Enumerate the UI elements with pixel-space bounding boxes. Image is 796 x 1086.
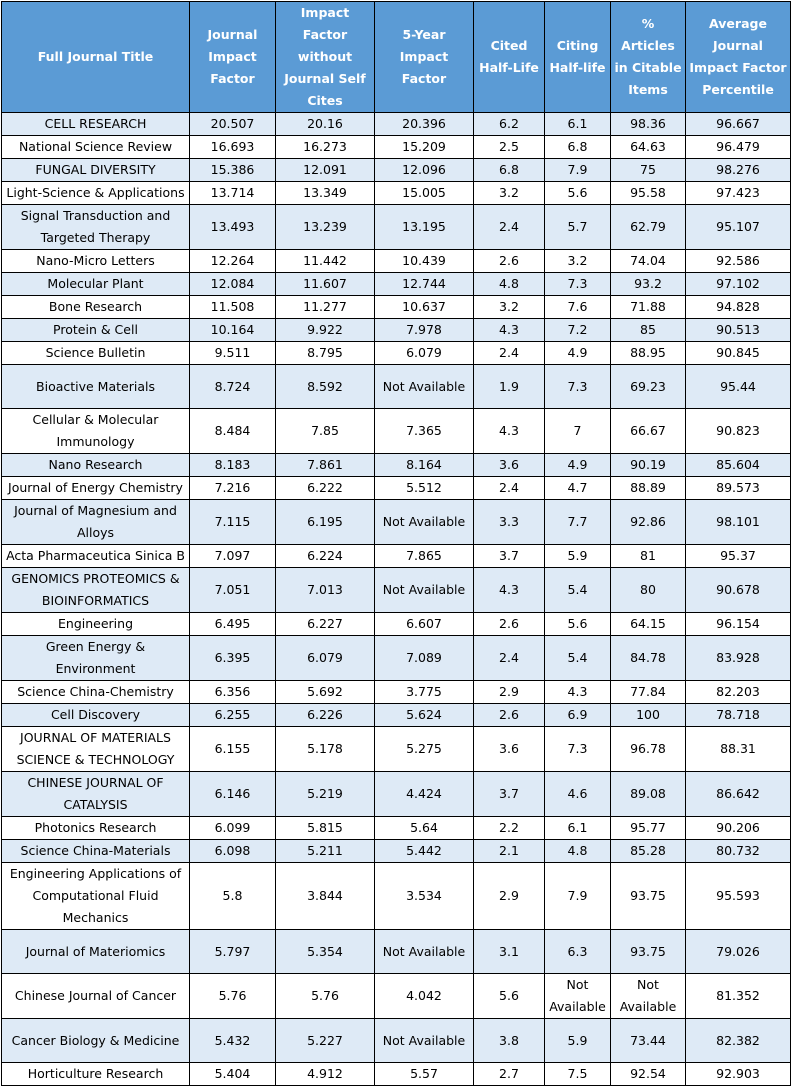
cell-value: 7.3 — [545, 273, 611, 296]
cell-value: 84.78 — [611, 636, 686, 681]
header-impact-factor-without-self-cites: Impact Factor without Journal Self Cites — [276, 2, 375, 113]
cell-value: 4.8 — [545, 840, 611, 863]
table-row — [2, 477, 791, 500]
table-row — [2, 930, 791, 974]
cell-value: 3.8 — [474, 1019, 545, 1063]
cell-value: 1.9 — [474, 365, 545, 409]
cell-value: Not Available — [375, 365, 474, 409]
cell-value: 7.861 — [276, 454, 375, 477]
table-row — [2, 136, 791, 159]
table-row — [2, 817, 791, 840]
cell-title: Photonics Research — [2, 817, 190, 840]
table-row — [2, 205, 791, 250]
cell-value: Not Available — [611, 974, 686, 1019]
table-row — [2, 772, 791, 817]
cell-value: 4.3 — [474, 319, 545, 342]
table-row — [2, 727, 791, 772]
cell-value: 6.2 — [474, 113, 545, 136]
cell-value: 12.264 — [190, 250, 276, 273]
cell-value: 2.6 — [474, 250, 545, 273]
cell-value: 5.76 — [190, 974, 276, 1019]
cell-value: 5.64 — [375, 817, 474, 840]
cell-title: GENOMICS PROTEOMICS & BIOINFORMATICS — [2, 568, 190, 613]
table-row — [2, 613, 791, 636]
cell-value: 98.276 — [686, 159, 791, 182]
cell-value: 6.395 — [190, 636, 276, 681]
table-row — [2, 273, 791, 296]
cell-value: 85.604 — [686, 454, 791, 477]
table-row — [2, 365, 791, 409]
cell-value: 69.23 — [611, 365, 686, 409]
cell-value: 66.67 — [611, 409, 686, 454]
cell-title: Cellular & Molecular Immunology — [2, 409, 190, 454]
cell-value: 7.051 — [190, 568, 276, 613]
cell-title: Journal of Materiomics — [2, 930, 190, 974]
cell-value: 6.079 — [375, 342, 474, 365]
cell-value: 13.349 — [276, 182, 375, 205]
cell-value: 6.356 — [190, 681, 276, 704]
cell-value: 7.3 — [545, 365, 611, 409]
cell-title: Journal of Energy Chemistry — [2, 477, 190, 500]
cell-value: 10.439 — [375, 250, 474, 273]
cell-value: 5.432 — [190, 1019, 276, 1063]
cell-value: 85.28 — [611, 840, 686, 863]
cell-value: 7.3 — [545, 727, 611, 772]
cell-value: 16.693 — [190, 136, 276, 159]
table-row — [2, 113, 791, 136]
header-cited-half-life: Cited Half-Life — [474, 2, 545, 113]
cell-value: 6.227 — [276, 613, 375, 636]
cell-value: 3.3 — [474, 500, 545, 545]
cell-value: 90.845 — [686, 342, 791, 365]
journal-table-container — [1, 1, 791, 1086]
cell-value: 5.275 — [375, 727, 474, 772]
cell-value: 75 — [611, 159, 686, 182]
cell-value: 6.3 — [545, 930, 611, 974]
cell-value: 7.115 — [190, 500, 276, 545]
cell-value: 5.512 — [375, 477, 474, 500]
cell-value: 7.365 — [375, 409, 474, 454]
cell-value: 8.484 — [190, 409, 276, 454]
table-row — [2, 454, 791, 477]
header-five-year-impact-factor: 5-Year Impact Factor — [375, 2, 474, 113]
cell-value: 7.7 — [545, 500, 611, 545]
cell-title: JOURNAL OF MATERIALS SCIENCE & TECHNOLOGY — [2, 727, 190, 772]
cell-value: 93.75 — [611, 863, 686, 930]
cell-value: 83.928 — [686, 636, 791, 681]
cell-value: 98.36 — [611, 113, 686, 136]
cell-value: 20.396 — [375, 113, 474, 136]
cell-value: 7.2 — [545, 319, 611, 342]
cell-value: Not Available — [375, 568, 474, 613]
cell-value: 2.6 — [474, 704, 545, 727]
cell-title: Science Bulletin — [2, 342, 190, 365]
cell-value: 6.495 — [190, 613, 276, 636]
cell-value: 7.089 — [375, 636, 474, 681]
cell-value: 4.3 — [545, 681, 611, 704]
cell-value: Not Available — [375, 500, 474, 545]
cell-value: 64.15 — [611, 613, 686, 636]
cell-value: 3.2 — [474, 182, 545, 205]
header-citing-half-life: Citing Half-life — [545, 2, 611, 113]
cell-value: 6.222 — [276, 477, 375, 500]
cell-value: 5.76 — [276, 974, 375, 1019]
table-row — [2, 545, 791, 568]
cell-value: 2.2 — [474, 817, 545, 840]
cell-value: 13.493 — [190, 205, 276, 250]
cell-value: 90.19 — [611, 454, 686, 477]
cell-value: 97.102 — [686, 273, 791, 296]
cell-value: 6.224 — [276, 545, 375, 568]
cell-value: 92.86 — [611, 500, 686, 545]
cell-value: 6.607 — [375, 613, 474, 636]
table-row — [2, 1063, 791, 1086]
cell-value: 5.6 — [545, 182, 611, 205]
cell-value: 6.098 — [190, 840, 276, 863]
cell-value: 12.744 — [375, 273, 474, 296]
cell-value: 13.195 — [375, 205, 474, 250]
cell-title: Science China-Chemistry — [2, 681, 190, 704]
cell-title: National Science Review — [2, 136, 190, 159]
cell-value: 6.9 — [545, 704, 611, 727]
cell-value: 4.3 — [474, 568, 545, 613]
cell-value: 6.255 — [190, 704, 276, 727]
cell-value: 96.667 — [686, 113, 791, 136]
cell-title: Light-Science & Applications — [2, 182, 190, 205]
cell-value: 6.079 — [276, 636, 375, 681]
cell-value: Not Available — [375, 1019, 474, 1063]
cell-value: 81 — [611, 545, 686, 568]
cell-value: 92.903 — [686, 1063, 791, 1086]
header-row — [2, 2, 791, 113]
cell-value: 2.9 — [474, 681, 545, 704]
cell-value: 3.534 — [375, 863, 474, 930]
cell-value: 90.206 — [686, 817, 791, 840]
cell-value: 95.44 — [686, 365, 791, 409]
table-row — [2, 409, 791, 454]
cell-value: 3.6 — [474, 454, 545, 477]
cell-title: Protein & Cell — [2, 319, 190, 342]
cell-value: 96.78 — [611, 727, 686, 772]
cell-value: 7.5 — [545, 1063, 611, 1086]
cell-value: 5.57 — [375, 1063, 474, 1086]
cell-value: 16.273 — [276, 136, 375, 159]
cell-value: 6.8 — [474, 159, 545, 182]
table-row — [2, 500, 791, 545]
cell-value: 12.091 — [276, 159, 375, 182]
table-row — [2, 250, 791, 273]
cell-value: 20.16 — [276, 113, 375, 136]
cell-value: 10.164 — [190, 319, 276, 342]
cell-value: 2.4 — [474, 636, 545, 681]
cell-value: 77.84 — [611, 681, 686, 704]
cell-value: 6.226 — [276, 704, 375, 727]
cell-value: 5.815 — [276, 817, 375, 840]
cell-value: 7.85 — [276, 409, 375, 454]
table-row — [2, 681, 791, 704]
cell-value: 5.227 — [276, 1019, 375, 1063]
cell-value: 95.107 — [686, 205, 791, 250]
cell-value: 85 — [611, 319, 686, 342]
cell-value: 6.1 — [545, 817, 611, 840]
cell-value: 80 — [611, 568, 686, 613]
cell-value: 3.7 — [474, 545, 545, 568]
header-full-journal-title: Full Journal Title — [2, 2, 190, 113]
table-row — [2, 319, 791, 342]
cell-title: Journal of Magnesium and Alloys — [2, 500, 190, 545]
cell-value: 7.6 — [545, 296, 611, 319]
cell-value: 7.865 — [375, 545, 474, 568]
cell-value: 5.797 — [190, 930, 276, 974]
cell-value: Not Available — [375, 930, 474, 974]
cell-title: Acta Pharmaceutica Sinica B — [2, 545, 190, 568]
cell-value: 90.823 — [686, 409, 791, 454]
cell-value: 62.79 — [611, 205, 686, 250]
cell-value: 2.4 — [474, 477, 545, 500]
cell-value: 6.195 — [276, 500, 375, 545]
table-row — [2, 704, 791, 727]
cell-value: 73.44 — [611, 1019, 686, 1063]
table-row — [2, 636, 791, 681]
cell-value: 82.203 — [686, 681, 791, 704]
cell-value: 5.8 — [190, 863, 276, 930]
cell-value: 88.95 — [611, 342, 686, 365]
cell-value: 74.04 — [611, 250, 686, 273]
cell-value: 4.9 — [545, 454, 611, 477]
cell-value: 2.1 — [474, 840, 545, 863]
cell-value: 5.9 — [545, 1019, 611, 1063]
header-average-jif-percentile: Average Journal Impact Factor Percentile — [686, 2, 791, 113]
cell-value: 5.624 — [375, 704, 474, 727]
cell-value: 3.844 — [276, 863, 375, 930]
cell-value: 7.097 — [190, 545, 276, 568]
cell-value: 3.2 — [545, 250, 611, 273]
cell-value: 8.724 — [190, 365, 276, 409]
cell-value: 9.922 — [276, 319, 375, 342]
cell-value: 81.352 — [686, 974, 791, 1019]
cell-title: Engineering — [2, 613, 190, 636]
cell-value: 4.8 — [474, 273, 545, 296]
cell-value: 79.026 — [686, 930, 791, 974]
cell-value: 88.89 — [611, 477, 686, 500]
cell-value: 4.3 — [474, 409, 545, 454]
cell-value: 7.978 — [375, 319, 474, 342]
cell-value: 96.479 — [686, 136, 791, 159]
cell-value: 12.084 — [190, 273, 276, 296]
cell-value: 15.005 — [375, 182, 474, 205]
cell-title: Signal Transduction and Targeted Therapy — [2, 205, 190, 250]
table-row — [2, 296, 791, 319]
cell-value: 96.154 — [686, 613, 791, 636]
cell-value: 3.7 — [474, 772, 545, 817]
cell-value: 7.9 — [545, 863, 611, 930]
cell-value: 89.573 — [686, 477, 791, 500]
cell-title: Science China-Materials — [2, 840, 190, 863]
cell-value: 95.37 — [686, 545, 791, 568]
cell-value: 5.404 — [190, 1063, 276, 1086]
cell-value: 6.8 — [545, 136, 611, 159]
cell-value: 3.6 — [474, 727, 545, 772]
cell-value: 20.507 — [190, 113, 276, 136]
table-row — [2, 974, 791, 1019]
header-articles-in-citable-items: % Articles in Citable Items — [611, 2, 686, 113]
table-row — [2, 840, 791, 863]
cell-value: 3.775 — [375, 681, 474, 704]
cell-value: 100 — [611, 704, 686, 727]
cell-value: 2.9 — [474, 863, 545, 930]
cell-value: 5.6 — [474, 974, 545, 1019]
cell-value: 2.5 — [474, 136, 545, 159]
journal-metrics-table — [1, 1, 791, 1086]
cell-title: Engineering Applications of Computational Fluid Mechanics — [2, 863, 190, 930]
cell-value: 5.692 — [276, 681, 375, 704]
cell-value: 7.013 — [276, 568, 375, 613]
cell-value: 2.7 — [474, 1063, 545, 1086]
cell-value: 5.219 — [276, 772, 375, 817]
cell-value: 5.354 — [276, 930, 375, 974]
table-row — [2, 159, 791, 182]
cell-value: 5.4 — [545, 636, 611, 681]
cell-value: 6.099 — [190, 817, 276, 840]
cell-value: 4.9 — [545, 342, 611, 365]
cell-value: 4.912 — [276, 1063, 375, 1086]
cell-value: 93.75 — [611, 930, 686, 974]
cell-value: 7.216 — [190, 477, 276, 500]
cell-value: 80.732 — [686, 840, 791, 863]
cell-value: 3.2 — [474, 296, 545, 319]
cell-value: 4.6 — [545, 772, 611, 817]
cell-value: 5.178 — [276, 727, 375, 772]
cell-value: 7 — [545, 409, 611, 454]
cell-value: 8.183 — [190, 454, 276, 477]
cell-value: 5.4 — [545, 568, 611, 613]
cell-value: 92.586 — [686, 250, 791, 273]
cell-value: 95.58 — [611, 182, 686, 205]
cell-value: 9.511 — [190, 342, 276, 365]
cell-title: Cell Discovery — [2, 704, 190, 727]
cell-value: 93.2 — [611, 273, 686, 296]
cell-value: 4.7 — [545, 477, 611, 500]
cell-value: 13.239 — [276, 205, 375, 250]
cell-value: 98.101 — [686, 500, 791, 545]
cell-value: 6.155 — [190, 727, 276, 772]
cell-value: 6.1 — [545, 113, 611, 136]
cell-value: 90.513 — [686, 319, 791, 342]
cell-title: FUNGAL DIVERSITY — [2, 159, 190, 182]
cell-value: 11.277 — [276, 296, 375, 319]
cell-value: 90.678 — [686, 568, 791, 613]
cell-value: 3.1 — [474, 930, 545, 974]
cell-value: 89.08 — [611, 772, 686, 817]
cell-value: 95.77 — [611, 817, 686, 840]
cell-value: 5.6 — [545, 613, 611, 636]
cell-value: 8.164 — [375, 454, 474, 477]
cell-title: Horticulture Research — [2, 1063, 190, 1086]
cell-title: Green Energy & Environment — [2, 636, 190, 681]
cell-value: 82.382 — [686, 1019, 791, 1063]
cell-value: 11.442 — [276, 250, 375, 273]
cell-value: 64.63 — [611, 136, 686, 159]
cell-title: Cancer Biology & Medicine — [2, 1019, 190, 1063]
table-row — [2, 1019, 791, 1063]
cell-value: 88.31 — [686, 727, 791, 772]
header-journal-impact-factor: Journal Impact Factor — [190, 2, 276, 113]
cell-value: 78.718 — [686, 704, 791, 727]
cell-value: 7.9 — [545, 159, 611, 182]
cell-value: 2.6 — [474, 613, 545, 636]
table-row — [2, 568, 791, 613]
cell-value: 94.828 — [686, 296, 791, 319]
cell-title: Bioactive Materials — [2, 365, 190, 409]
cell-value: 12.096 — [375, 159, 474, 182]
cell-value: 4.042 — [375, 974, 474, 1019]
table-row — [2, 863, 791, 930]
cell-title: Nano Research — [2, 454, 190, 477]
cell-value: 95.593 — [686, 863, 791, 930]
cell-value: 5.211 — [276, 840, 375, 863]
cell-value: 6.146 — [190, 772, 276, 817]
cell-value: 13.714 — [190, 182, 276, 205]
cell-title: CHINESE JOURNAL OF CATALYSIS — [2, 772, 190, 817]
cell-value: 86.642 — [686, 772, 791, 817]
cell-value: Not Available — [545, 974, 611, 1019]
cell-value: 92.54 — [611, 1063, 686, 1086]
cell-value: 8.795 — [276, 342, 375, 365]
cell-value: 5.7 — [545, 205, 611, 250]
cell-title: Bone Research — [2, 296, 190, 319]
cell-value: 97.423 — [686, 182, 791, 205]
cell-title: Molecular Plant — [2, 273, 190, 296]
cell-value: 15.386 — [190, 159, 276, 182]
cell-title: CELL RESEARCH — [2, 113, 190, 136]
table-row — [2, 342, 791, 365]
cell-value: 2.4 — [474, 205, 545, 250]
cell-value: 2.4 — [474, 342, 545, 365]
cell-value: 4.424 — [375, 772, 474, 817]
cell-title: Chinese Journal of Cancer — [2, 974, 190, 1019]
table-row — [2, 182, 791, 205]
cell-value: 71.88 — [611, 296, 686, 319]
cell-title: Nano-Micro Letters — [2, 250, 190, 273]
cell-value: 10.637 — [375, 296, 474, 319]
cell-value: 11.607 — [276, 273, 375, 296]
cell-value: 5.442 — [375, 840, 474, 863]
cell-value: 15.209 — [375, 136, 474, 159]
cell-value: 8.592 — [276, 365, 375, 409]
cell-value: 11.508 — [190, 296, 276, 319]
cell-value: 5.9 — [545, 545, 611, 568]
